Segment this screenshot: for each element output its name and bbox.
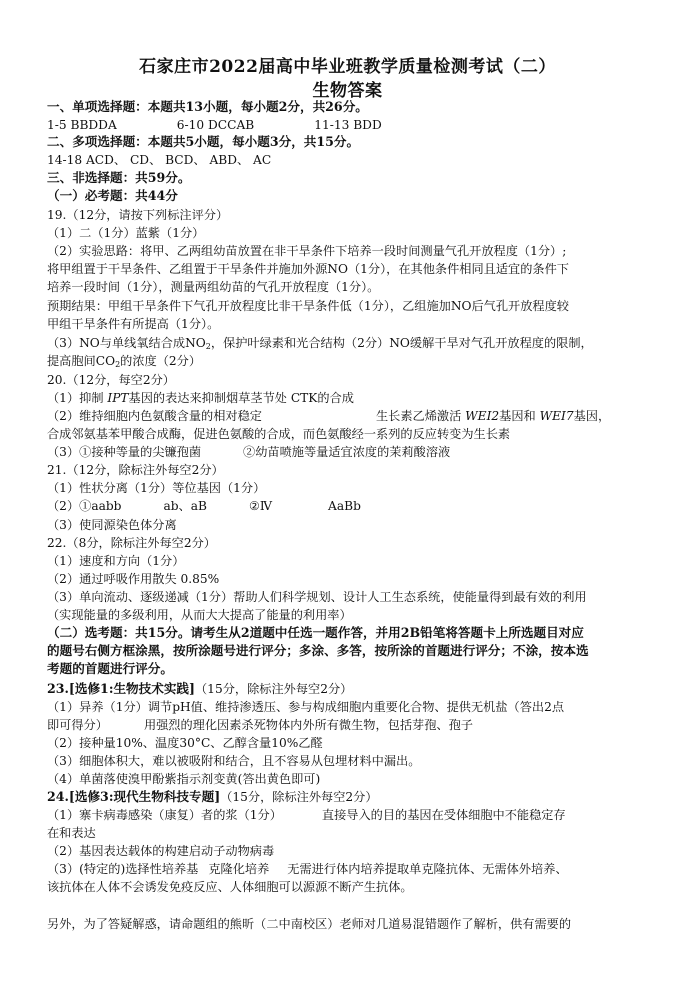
q20-gene-ipt: IPT <box>107 391 129 405</box>
q21-line2-d: AaBb <box>328 499 361 513</box>
q19-line7-a: （3）NO与单线氧结合成NO <box>47 336 206 350</box>
section1-heading: 一、单项选择题：本题共13小题，每小题2分，共26分。 <box>47 99 368 114</box>
q20-line1-b: 基因的表达来抑制烟草茎节处 CTK的合成 <box>128 391 354 405</box>
q19-line8 <box>47 353 201 369</box>
q20-line3: 合成邻氨基苯甲酸合成酶，促进色氨酸的合成，而色氨酸经一系列的反应转变为生长素 <box>47 427 511 441</box>
answers-11-13: 11-13 BDD <box>314 118 382 132</box>
q21-line2-b: ab、aB <box>163 499 207 513</box>
section2-answers: 14-18 ACD、 CD、 BCD、 ABD、 AC <box>47 153 272 167</box>
q20-line2 <box>47 408 610 424</box>
q19-line8-a: 提高胞间CO <box>47 354 116 368</box>
q19-line8-b: 的浓度（2分） <box>120 354 202 368</box>
elective-line2: 的题号右侧方框涂黑，按所涂题号进行评分；多涂、多答，按所涂的首题进行评分；不涂，按本选 <box>47 643 589 658</box>
footer-note: 另外，为了答疑解惑，请命题组的熊昕（二中南校区）老师对几道易混错题作了解析，供有需要的 <box>47 917 572 931</box>
page-title: 石家庄市2022届高中毕业班教学质量检测考试（二） <box>139 57 556 77</box>
q24-head-rest: （15分，除标注外每空2分） <box>220 790 378 804</box>
section1-answers <box>47 117 382 133</box>
q23-line1: （1）异养（1分）调节pH值、维持渗透压、参与构成细胞内重要化合物、提供无机盐（答出2点 <box>47 700 565 714</box>
q19-head: 19.（12分，请按下列标注评分） <box>47 208 229 222</box>
answers-6-10: 6-10 DCCAB <box>176 118 255 132</box>
q19-line4: 培养一段时间（1分），测量两组幼苗的气孔开放程度（1分）。 <box>47 280 380 294</box>
q24-line2: 在和表达 <box>47 826 96 840</box>
q19-line5: 预期结果：甲组干旱条件下气孔开放程度比非干旱条件低（1分），乙组施加NO后气孔开放程度较 <box>47 299 569 313</box>
q21-line1: （1）性状分离（1分）等位基因（1分） <box>47 481 266 495</box>
q21-line2-c: ②Ⅳ <box>248 499 273 513</box>
q22-line1: （1）速度和方向（1分） <box>47 554 185 568</box>
q20-line4 <box>47 444 450 460</box>
q23-line2 <box>47 717 473 733</box>
q19-line7-sub: 2 <box>205 342 211 351</box>
q24-head <box>47 789 378 805</box>
q20-line1 <box>47 390 354 406</box>
required-heading: （一）必考题：共44分 <box>47 188 178 203</box>
q24-line4-b: 克隆化培养 <box>208 862 270 876</box>
q19-line7 <box>47 335 593 351</box>
q19-line3: 将甲组置于干旱条件、乙组置于干旱条件并施加外源NO（1分），在其他条件相同且适宜的条件下 <box>47 262 569 276</box>
q24-head-bold: 24.[选修3:现代生物科技专题] <box>47 789 221 804</box>
q20-line2-d: 基因， <box>573 409 611 423</box>
elective-line3: 考题的首题进行评分。 <box>47 661 173 676</box>
section3-heading: 三、非选择题：共59分。 <box>47 170 191 185</box>
q23-head-bold: 23.[选修1:生物技术实践] <box>47 681 195 696</box>
q24-line4 <box>47 861 568 877</box>
q23-line2-a: 即可得分） <box>47 718 108 732</box>
q23-head <box>47 681 352 697</box>
section2-heading: 二、多项选择题：本题共5小题，每小题3分，共15分。 <box>47 134 360 149</box>
q21-line2 <box>47 498 361 514</box>
q22-line4: （实现能量的多级利用，从而大大提高了能量的利用率） <box>47 608 352 622</box>
q20-head: 20.（12分，每空2分） <box>47 373 175 387</box>
q22-head: 22.（8分，除标注外每空2分） <box>47 536 216 550</box>
q24-line4-a: （3）(特定的)选择性培养基 <box>47 862 199 876</box>
q24-line3: （2）基因表达载体的构建启动子动物病毒 <box>47 844 275 858</box>
q20-gene-wei7: WEI7 <box>539 409 574 423</box>
q24-line1-b: 直接导入的目的基因在受体细胞中不能稳定存 <box>321 808 566 822</box>
q19-line2: （2）实验思路：将甲、乙两组幼苗放置在非干旱条件下培养一段时间测量气孔开放程度（1分）; <box>47 244 567 258</box>
q19-line8-sub: 2 <box>115 360 121 369</box>
q24-line4-c: 无需进行体内培养提取单克隆抗体、无需体外培养、 <box>287 862 568 876</box>
q23-line4: （3）细胞体积大，难以被吸附和结合，且不容易从包埋材料中漏出。 <box>47 754 421 768</box>
q20-line4-a: （3）①接种等量的尖镰孢菌 <box>47 445 202 459</box>
q21-line3: （3）使同源染色体分离 <box>47 518 177 532</box>
q20-line2-c: 基因和 <box>499 409 540 423</box>
q20-line4-b: ②幼苗喷施等量适宜浓度的茉莉酸溶液 <box>243 445 451 459</box>
q20-line2-b: 生长素乙烯激活 <box>375 409 466 423</box>
q20-line1-a: （1）抑制 <box>47 391 108 405</box>
q24-line1 <box>47 807 566 823</box>
elective-line1: （二）选考题：共15分。请考生从2道题中任选一题作答，并用2B铅笔将答题卡上所选题目对应 <box>47 625 584 640</box>
q22-line3: （3）单向流动、逐级递减（1分）帮助人们科学规划、设计人工生态系统，使能量得到最有效的利用 <box>47 590 587 604</box>
q24-line1-a: （1）寨卡病毒感染（康复）者的浆（1分） <box>47 808 282 822</box>
q20-line2-a: （2）维持细胞内色氨酸含量的相对稳定 <box>47 409 262 423</box>
q23-line3: （2）接种量10%、温度30°C、乙醇含量10%乙醛 <box>47 736 323 750</box>
q23-line5: （4）单菌落使溴甲酚紫指示剂变黄(答出黄色即可) <box>47 772 321 786</box>
q24-line5: 该抗体在人体不会诱发免疫反应、人体细胞可以源源不断产生抗体。 <box>47 880 413 894</box>
q21-head: 21.（12分，除标注外每空2分） <box>47 463 224 477</box>
q19-line7-b: ，保护叶绿素和光合结构（2分）NO缓解干旱对气孔开放程度的限制， <box>210 336 593 350</box>
q23-head-rest: （15分，除标注外每空2分） <box>195 682 353 696</box>
q21-line2-a: （2）①aabb <box>47 499 122 513</box>
page-subtitle: 生物答案 <box>312 81 383 101</box>
q19-line6: 甲组干旱条件有所提高（1分）。 <box>47 317 220 331</box>
q23-line2-b: 用强烈的理化因素杀死物体内外所有微生物，包括芽孢、孢子 <box>143 718 473 732</box>
q20-gene-wei2: WEI2 <box>465 409 500 423</box>
q22-line2: （2）通过呼吸作用散失 0.85% <box>47 572 220 586</box>
answers-1-5: 1-5 BBDDA <box>47 118 117 132</box>
q19-line1: （1）二（1分）蓝紫（1分） <box>47 226 205 240</box>
